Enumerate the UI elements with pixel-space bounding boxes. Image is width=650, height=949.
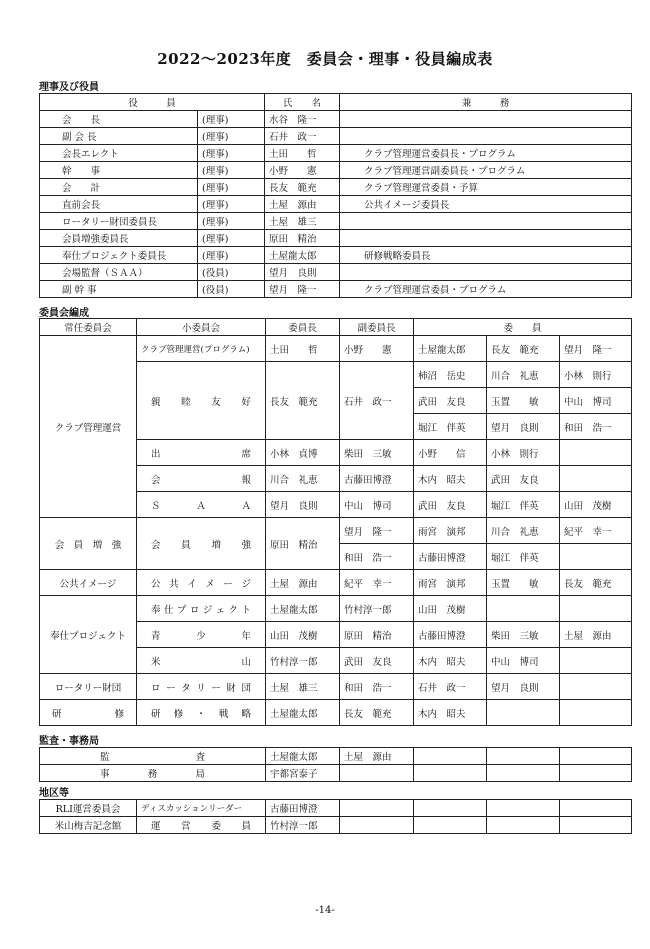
chair-cell: 望月 良則	[266, 492, 340, 518]
member-cell: 川合 礼恵	[487, 362, 560, 388]
member-cell: 土屋龍太郎	[414, 336, 487, 362]
district-org: RLI運営委員会	[40, 800, 137, 817]
section-audit-heading: 監査・事務局	[39, 736, 99, 747]
officer-name: 原田 精治	[265, 230, 340, 247]
audit-name: 宇都宮泰子	[266, 765, 340, 782]
chair-cell: 長友 範充	[266, 362, 340, 440]
member-cell: 堀江 伴英	[487, 544, 560, 570]
section-committees-heading: 委員会編成	[39, 308, 89, 319]
member-cell	[560, 648, 632, 674]
member-cell: 武田 友良	[414, 492, 487, 518]
member-cell: 石井 政一	[414, 674, 487, 700]
vice-cell: 小野 憲	[340, 336, 414, 362]
chair-cell: 原田 精治	[266, 518, 340, 570]
sub-yoneyama: 米 山	[137, 648, 266, 674]
audit-role: 事 務 局	[40, 765, 266, 782]
district-name: 竹村淳一郎	[266, 817, 340, 834]
member-cell	[560, 544, 632, 570]
member-cell: 小林 則行	[487, 440, 560, 466]
member-cell	[560, 466, 632, 492]
district-table	[39, 799, 632, 834]
page-title: 2022～2023年度 委員会・理事・役員編成表	[157, 50, 493, 68]
officer-row	[40, 145, 632, 162]
officer-name: 水谷 隆一	[265, 111, 340, 128]
officer-name: 土田 哲	[265, 145, 340, 162]
standing-membership: 会 員 増 強	[40, 518, 137, 570]
vice-cell: 武田 友良	[340, 648, 414, 674]
sub-foundation: ロ ー タ リ ー 財 団	[137, 674, 266, 700]
member-cell: 玉置 敏	[487, 388, 560, 414]
standing-foundation: ロータリー財団	[40, 674, 137, 700]
member-cell: 土屋 源由	[560, 622, 632, 648]
officer-duty: クラブ管理運営委員長・プログラム	[340, 145, 632, 162]
officer-row	[40, 264, 632, 281]
officer-type: (理事)	[198, 247, 265, 264]
audit-table	[39, 747, 632, 782]
header-duty: 兼 務	[340, 94, 632, 111]
member-cell: 武田 友良	[487, 466, 560, 492]
header-standing: 常任委員会	[40, 319, 137, 336]
district-role: 運 営 委 員	[137, 817, 266, 834]
officer-row	[40, 179, 632, 196]
officer-role: 会長エレクト	[40, 145, 198, 162]
standing-training: 研 修	[40, 700, 137, 726]
district-org: 米山梅吉記念館	[40, 817, 137, 834]
officer-role: 直前会長	[40, 196, 198, 213]
member-cell: 望月 隆一	[560, 336, 632, 362]
table-row	[40, 817, 632, 834]
member-cell	[487, 700, 560, 726]
table-row	[40, 674, 632, 700]
officer-type: (理事)	[198, 128, 265, 145]
member-cell: 長友 範充	[487, 336, 560, 362]
officer-name: 小野 憲	[265, 162, 340, 179]
member-cell: 堀江 伴英	[414, 414, 487, 440]
table-row	[40, 700, 632, 726]
member-cell: 玉置 敏	[487, 570, 560, 596]
member-cell: 古藤田博澄	[414, 544, 487, 570]
sub-bulletin: 会 報	[137, 466, 266, 492]
member-cell: 望月 良則	[487, 674, 560, 700]
audit-name2: 土屋 源由	[340, 748, 414, 765]
header-members: 委 員	[414, 319, 632, 336]
header-chair: 委員長	[266, 319, 340, 336]
chair-cell: 川合 礼恵	[266, 466, 340, 492]
member-cell: 木内 昭夫	[414, 648, 487, 674]
table-row	[40, 596, 632, 622]
sub-membership: 会 員 増 強	[137, 518, 266, 570]
officer-type: (理事)	[198, 111, 265, 128]
member-cell: 堀江 伴英	[487, 492, 560, 518]
chair-cell: 土屋 雄三	[266, 674, 340, 700]
officer-role: 幹 事	[40, 162, 198, 179]
officer-row	[40, 162, 632, 179]
member-cell: 中山 博司	[560, 388, 632, 414]
member-cell: 紀平 幸一	[560, 518, 632, 544]
officer-duty	[340, 230, 632, 247]
table-row	[40, 800, 632, 817]
member-cell: 山田 茂樹	[414, 596, 487, 622]
officer-role: 副 幹 事	[40, 281, 198, 298]
member-cell	[487, 596, 560, 622]
sub-image: 公 共 イ メ ー ジ	[137, 570, 266, 596]
officers-table	[39, 93, 632, 298]
officer-type: (理事)	[198, 162, 265, 179]
officer-role: ロータリー財団委員長	[40, 213, 198, 230]
officer-role: 奉仕プロジェクト委員長	[40, 247, 198, 264]
officer-type: (理事)	[198, 230, 265, 247]
officer-type: (理事)	[198, 145, 265, 162]
table-row	[40, 765, 632, 782]
table-row	[40, 518, 632, 544]
district-role: ディスカッションリーダー	[137, 800, 266, 817]
officer-name: 望月 隆一	[265, 281, 340, 298]
officer-name: 土屋 源由	[265, 196, 340, 213]
officer-row	[40, 281, 632, 298]
vice-cell: 紀平 幸一	[340, 570, 414, 596]
table-row	[40, 748, 632, 765]
officer-row	[40, 213, 632, 230]
officer-name: 石井 政一	[265, 128, 340, 145]
member-cell: 長友 範充	[560, 570, 632, 596]
member-cell: 武田 友良	[414, 388, 487, 414]
chair-cell: 土田 哲	[266, 336, 340, 362]
committee-table	[39, 318, 632, 726]
officer-row	[40, 247, 632, 264]
header-vice: 副委員長	[340, 319, 414, 336]
standing-service: 奉仕プロジェクト	[40, 596, 137, 674]
chair-cell: 山田 茂樹	[266, 622, 340, 648]
officer-name: 望月 良則	[265, 264, 340, 281]
section-district-heading: 地区等	[39, 788, 69, 799]
officer-duty	[340, 128, 632, 145]
audit-role: 監 査	[40, 748, 266, 765]
header-role: 役 員	[40, 94, 265, 111]
standing-club: クラブ管理運営	[40, 336, 137, 518]
officer-row	[40, 230, 632, 247]
officer-type: (理事)	[198, 179, 265, 196]
officer-role: 会場監督（ＳＡＡ）	[40, 264, 198, 281]
chair-cell: 土屋龍太郎	[266, 596, 340, 622]
sub-training: 研 修 ・ 戦 略	[137, 700, 266, 726]
member-cell: 小林 則行	[560, 362, 632, 388]
member-cell: 雨宮 演邦	[414, 518, 487, 544]
member-cell: 木内 昭夫	[414, 466, 487, 492]
vice-cell: 竹村淳一郎	[340, 596, 414, 622]
officer-duty	[340, 213, 632, 230]
member-cell: 山田 茂樹	[560, 492, 632, 518]
sub-fellowship: 親 睦 友 好	[137, 362, 266, 440]
vice-cell: 石井 政一	[340, 362, 414, 440]
officer-row	[40, 128, 632, 145]
officer-name: 土屋龍太郎	[265, 247, 340, 264]
chair-cell: 小林 貞博	[266, 440, 340, 466]
chair-cell: 土屋 源由	[266, 570, 340, 596]
header-name: 氏 名	[265, 94, 340, 111]
vice-cell: 柴田 三敏	[340, 440, 414, 466]
officer-row	[40, 111, 632, 128]
vice-cell: 原田 精治	[340, 622, 414, 648]
vice-cell: 長友 範充	[340, 700, 414, 726]
member-cell: 木内 昭夫	[414, 700, 487, 726]
officers-header-row	[40, 94, 632, 111]
officer-duty: 公共イメージ委員長	[340, 196, 632, 213]
officer-duty: クラブ管理運営副委員長・プログラム	[340, 162, 632, 179]
officer-duty	[340, 111, 632, 128]
member-cell: 川合 礼恵	[487, 518, 560, 544]
officer-name: 長友 範充	[265, 179, 340, 196]
member-cell: 柴田 三敏	[487, 622, 560, 648]
sub-saa: Ｓ Ａ Ａ	[137, 492, 266, 518]
member-cell	[560, 674, 632, 700]
member-cell: 柿沼 岳史	[414, 362, 487, 388]
officer-role: 会 長	[40, 111, 198, 128]
section-officers-heading: 理事及び役員	[39, 82, 99, 93]
audit-name: 土屋龍太郎	[266, 748, 340, 765]
chair-cell: 土屋龍太郎	[266, 700, 340, 726]
vice-cell: 和田 浩一	[340, 674, 414, 700]
officer-role: 会員増強委員長	[40, 230, 198, 247]
sub-youth: 青 少 年	[137, 622, 266, 648]
officer-duty: クラブ管理運営委員・プログラム	[340, 281, 632, 298]
officer-type: (役員)	[198, 264, 265, 281]
sub-service: 奉仕プロジェクト	[137, 596, 266, 622]
officer-row	[40, 196, 632, 213]
vice-cell: 古藤田博澄	[340, 466, 414, 492]
district-name: 古藤田博澄	[266, 800, 340, 817]
table-row	[40, 336, 632, 362]
table-row	[40, 570, 632, 596]
member-cell	[560, 700, 632, 726]
committee-header-row	[40, 319, 632, 336]
member-cell: 望月 良則	[487, 414, 560, 440]
officer-type: (理事)	[198, 196, 265, 213]
audit-name2	[340, 765, 414, 782]
member-cell: 中山 博司	[487, 648, 560, 674]
officer-type: (理事)	[198, 213, 265, 230]
officer-role: 副 会 長	[40, 128, 198, 145]
sub-program: クラブ管理運営(プログラム)	[137, 336, 266, 362]
vice-cell: 和田 浩一	[340, 544, 414, 570]
officer-type: (役員)	[198, 281, 265, 298]
vice-cell: 望月 隆一	[340, 518, 414, 544]
header-sub: 小委員会	[137, 319, 266, 336]
member-cell	[560, 440, 632, 466]
chair-cell: 竹村淳一郎	[266, 648, 340, 674]
member-cell	[560, 596, 632, 622]
officer-duty	[340, 264, 632, 281]
officer-role: 会 計	[40, 179, 198, 196]
page-number: -14-	[315, 905, 335, 916]
standing-image: 公共イメージ	[40, 570, 137, 596]
officer-name: 土屋 雄三	[265, 213, 340, 230]
member-cell: 和田 浩一	[560, 414, 632, 440]
vice-cell: 中山 博司	[340, 492, 414, 518]
officer-duty: クラブ管理運営委員・予算	[340, 179, 632, 196]
officer-duty: 研修戦略委員長	[340, 247, 632, 264]
sub-attendance: 出 席	[137, 440, 266, 466]
member-cell: 古藤田博澄	[414, 622, 487, 648]
member-cell: 雨宮 演邦	[414, 570, 487, 596]
member-cell: 小野 信	[414, 440, 487, 466]
